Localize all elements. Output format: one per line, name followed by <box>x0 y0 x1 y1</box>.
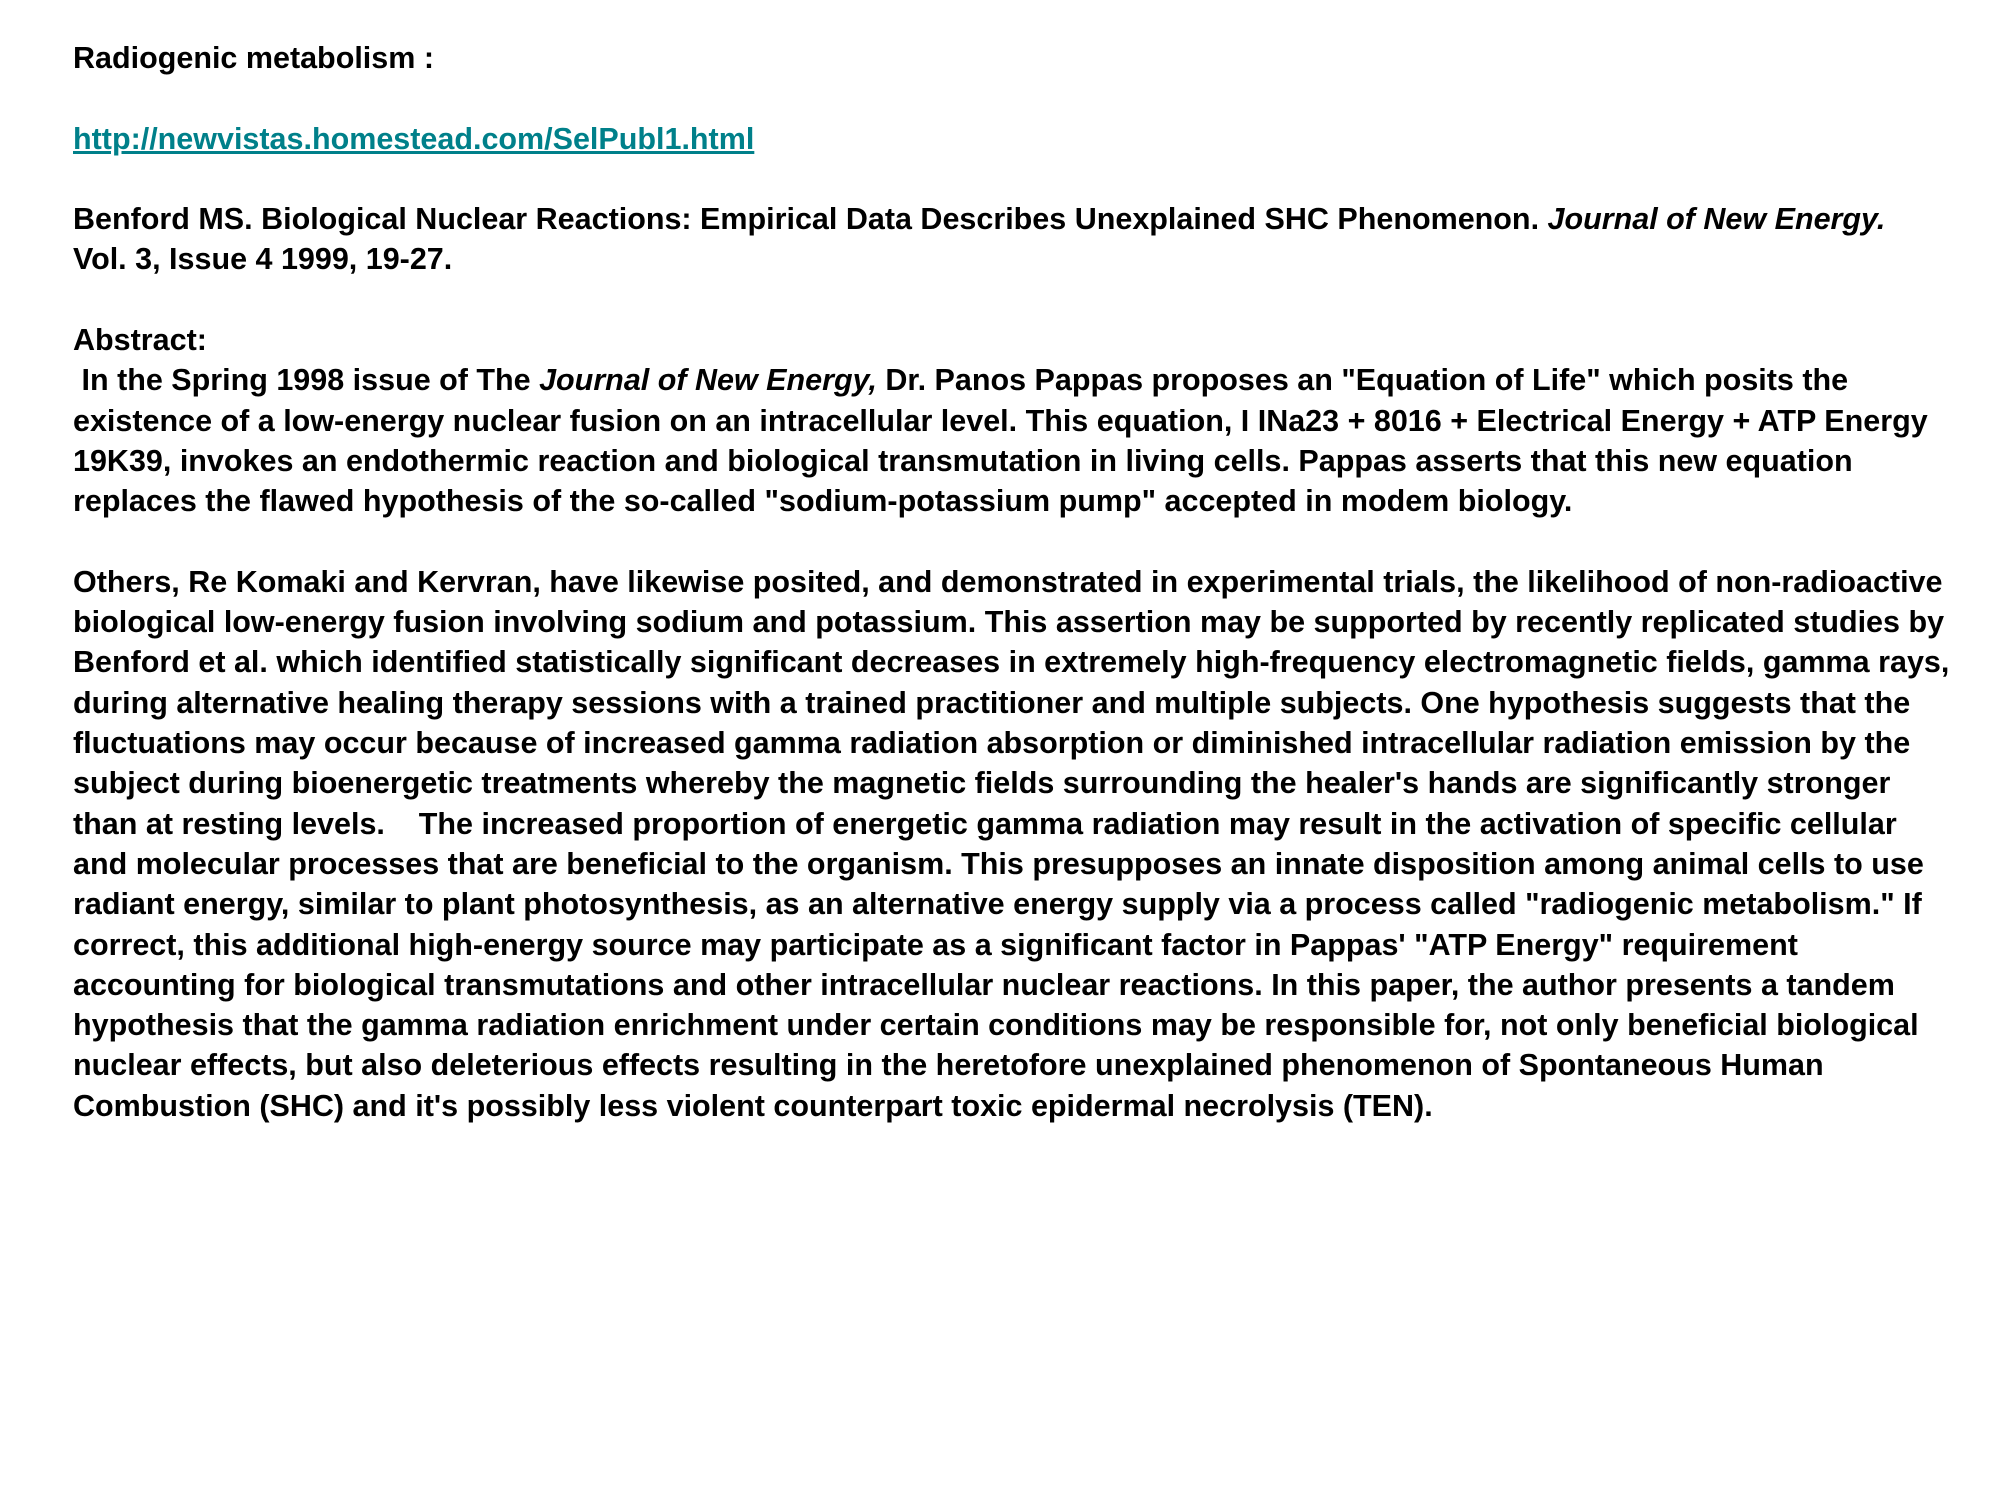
spacer <box>73 280 1953 320</box>
source-link[interactable]: http://newvistas.homestead.com/SelPubl1.html <box>73 121 755 156</box>
citation-details: Vol. 3, Issue 4 1999, 19-27. <box>73 202 1903 277</box>
source-link-row <box>73 119 1953 159</box>
citation-journal: Journal of New Energy. <box>1547 202 1886 237</box>
document-page <box>73 38 1958 1126</box>
spacer <box>73 522 1953 562</box>
page-heading: Radiogenic metabolism : <box>73 41 434 75</box>
abstract-p1-body: Dr. Panos Pappas proposes an "Equation of Life" which posits the existence of a low-energy nuclear fusion on an intracellular level. This equation, I INa23 + 8016 + Electrical Energy + ATP Energy 19K39, invokes an endothermic reaction and biological transmutation in living cells. Pappas asserts that this new equation replaces the flawed hypothesis of the so-called "sodium-potassium pump" accepted in modem biology. <box>73 363 1928 519</box>
abstract-paragraph-1 <box>73 360 1953 521</box>
spacer <box>73 78 1953 118</box>
citation <box>73 199 1953 280</box>
abstract-paragraph-2: Others, Re Komaki and Kervran, have likewise posited, and demonstrated in experimental trials, the likelihood of non-radioactive biological low-energy fusion involving sodium and potassium. This assertion may be supported by recently replicated studies by Benford et al. which identified statistically significant decreases in extremely high-frequency electromagnetic fields, gamma rays, during alternative healing therapy sessions with a trained practitioner and multiple subjects. One hypothesis suggests that the fluctuations may occur because of increased gamma radiation absorption or diminished intracellular radiation emission by the subject during bioenergetic treatments whereby the magnetic fields surrounding the healer's hands are significantly stronger than at resting levels. The increased proportion of energetic gamma radiation may result in the activation of specific cellular and molecular processes that are beneficial to the organism. This presupposes an innate disposition among animal cells to use radiant energy, similar to plant photosynthesis, as an alternative energy supply via a process called "radiogenic metabolism." If correct, this additional high-energy source may participate as a significant factor in Pappas' "ATP Energy" requirement accounting for biological transmutations and other intracellular nuclear reactions. In this paper, the author presents a tandem hypothesis that the gamma radiation enrichment under certain conditions may be responsible for, not only beneficial biological nuclear effects, but also deleterious effects resulting in the heretofore unexplained phenomenon of Spontaneous Human Combustion (SHC) and it's possibly less violent counterpart toxic epidermal necrolysis (TEN). <box>73 564 1958 1123</box>
abstract-p1-intro: In the Spring 1998 issue of The <box>73 363 540 398</box>
abstract-p1-journal: Journal of New Energy, <box>539 363 877 398</box>
citation-authors-title: Benford MS. Biological Nuclear Reactions: Empirical Data Describes Unexplained SHC Phenomenon. <box>73 202 1548 237</box>
abstract-label: Abstract: <box>73 323 207 358</box>
spacer <box>73 159 1953 199</box>
